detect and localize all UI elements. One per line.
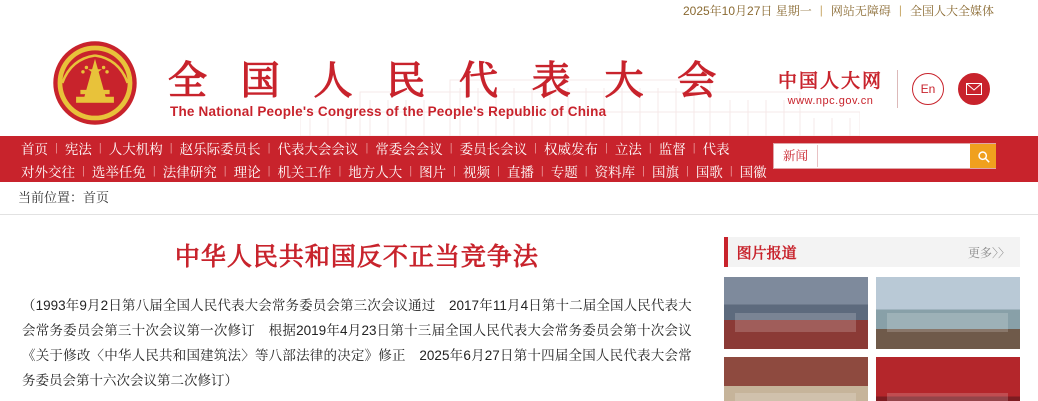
nav-item-10[interactable]: 代表 xyxy=(702,141,730,157)
search-input[interactable] xyxy=(818,145,970,167)
nav-sep: | xyxy=(685,164,689,177)
photo-report-title: 图片报道 xyxy=(736,245,797,262)
nav2-item-1[interactable]: 选举任免 xyxy=(91,164,146,180)
current-date: 2025年10月27日 星期一 xyxy=(682,3,812,18)
photo-report-header xyxy=(724,237,1020,267)
nav-item-2[interactable]: 人大机构 xyxy=(108,141,163,157)
nav2-item-7[interactable]: 视频 xyxy=(463,164,491,180)
nav2-item-6[interactable]: 图片 xyxy=(419,164,447,180)
utility-bar xyxy=(0,0,1038,20)
nav-item-0[interactable]: 首页 xyxy=(21,141,48,157)
nav-item-8[interactable]: 立法 xyxy=(614,141,642,157)
nav-sep: | xyxy=(642,164,645,177)
nav-sep: | xyxy=(82,164,85,177)
nav2-item-5[interactable]: 地方人大 xyxy=(348,164,403,180)
nav-sep: | xyxy=(453,164,457,177)
nav2-item-13[interactable]: 国徽 xyxy=(739,164,767,180)
nav-sep: | xyxy=(534,141,538,154)
nav-item-6[interactable]: 委员长会议 xyxy=(459,141,528,157)
nav-sep: | xyxy=(98,141,102,154)
site-title-cn: 全 国 人 民 代 表 大 会 xyxy=(168,60,729,103)
nav-item-4[interactable]: 代表大会会议 xyxy=(277,141,359,157)
nav2-item-2[interactable]: 法律研究 xyxy=(162,164,217,180)
nav-sep: | xyxy=(267,164,271,177)
nav2-item-9[interactable]: 专题 xyxy=(550,164,578,180)
photo-report-more-link[interactable]: 更多〉〉 xyxy=(967,245,1010,260)
photo-thumbnail-grid xyxy=(724,277,1020,401)
nav-sep: | xyxy=(540,164,544,177)
masthead xyxy=(0,20,1038,136)
search-category-label[interactable]: 新闻 xyxy=(774,145,818,167)
national-emblem-icon xyxy=(52,40,138,126)
nav-item-9[interactable]: 监督 xyxy=(658,141,686,157)
nav-sep: | xyxy=(729,164,733,177)
language-button[interactable]: En xyxy=(912,73,944,105)
nav-sep: | xyxy=(223,164,227,177)
nav2-item-10[interactable]: 资料库 xyxy=(594,164,636,180)
brand-url: www.npc.gov.cn xyxy=(787,94,874,107)
article-enactment-note: （1993年9月2日第八届全国人民代表大会常务委员会第三次会议通过 2017年11月4日第十二届全国人民代表大会常务委员会第三十次会议第一次修订 根据2019年4月23日第十三届全国人民代表大会常务委员会第十次会议《关于修改〈中华人民共和国建筑法〉等八部法律的决定》修正 2025年6月27日第十四届全国人民代表大会常务委员会第十六次会议第二次修订） xyxy=(22,298,692,388)
nav-item-5[interactable]: 常委会会议 xyxy=(375,141,443,157)
nav-item-1[interactable]: 宪法 xyxy=(64,141,92,157)
accessibility-link[interactable]: 网站无障碍 xyxy=(830,3,891,18)
page-title: 中华人民共和国反不正当竞争法 xyxy=(174,244,539,271)
nav2-item-12[interactable]: 国歌 xyxy=(695,164,723,180)
utility-separator-1: | xyxy=(819,3,823,17)
mail-glyph xyxy=(966,83,982,95)
thumbnail-red-banner[interactable] xyxy=(876,357,1020,401)
breadcrumb-prefix: 当前位置： xyxy=(18,190,84,205)
nav-sep: | xyxy=(584,164,588,177)
main-column xyxy=(18,215,696,401)
breadcrumb-current[interactable]: 首页 xyxy=(83,190,110,205)
nav2-item-11[interactable]: 国旗 xyxy=(651,164,679,180)
nav-sep: | xyxy=(169,141,173,154)
sidebar-column xyxy=(724,215,1020,401)
nav-sep: | xyxy=(152,164,156,177)
nav-sep: | xyxy=(497,164,500,177)
nav-sep: | xyxy=(267,141,271,154)
content-area xyxy=(0,215,1038,401)
brand-text xyxy=(778,71,883,107)
brand-divider xyxy=(897,70,898,108)
search-icon xyxy=(977,150,990,163)
search-box xyxy=(773,143,996,169)
nav-sep: | xyxy=(692,141,696,154)
brand-group xyxy=(778,70,990,108)
nav-item-7[interactable]: 权威发布 xyxy=(544,141,599,157)
nav-sep: | xyxy=(365,141,369,154)
thumbnail-meeting-hall[interactable] xyxy=(724,277,868,349)
nav-sep: | xyxy=(55,141,58,154)
brand-name-cn: 中国人大网 xyxy=(777,71,883,93)
breadcrumb xyxy=(0,182,1038,215)
nav2-item-3[interactable]: 理论 xyxy=(233,164,261,180)
mail-icon[interactable] xyxy=(958,73,990,105)
nav-sep: | xyxy=(338,164,342,177)
nav-sep: | xyxy=(409,164,413,177)
nav-item-3[interactable]: 赵乐际委员长 xyxy=(179,141,261,157)
thumbnail-delegates[interactable] xyxy=(724,357,868,401)
search-button[interactable] xyxy=(970,144,996,168)
site-title-en: The National People's Congress of the People's Republic of China xyxy=(170,104,607,119)
thumbnail-conference-room[interactable] xyxy=(876,277,1020,349)
nav-sep: | xyxy=(605,141,608,154)
nav-sep: | xyxy=(449,141,453,154)
utility-separator-2: | xyxy=(898,3,902,17)
nav2-item-8[interactable]: 直播 xyxy=(506,164,534,180)
media-link[interactable]: 全国人大全媒体 xyxy=(909,3,994,18)
nav2-item-4[interactable]: 机关工作 xyxy=(277,164,332,180)
main-navigation xyxy=(0,136,1038,182)
nav2-item-0[interactable]: 对外交往 xyxy=(21,164,75,180)
nav-sep: | xyxy=(648,141,652,154)
